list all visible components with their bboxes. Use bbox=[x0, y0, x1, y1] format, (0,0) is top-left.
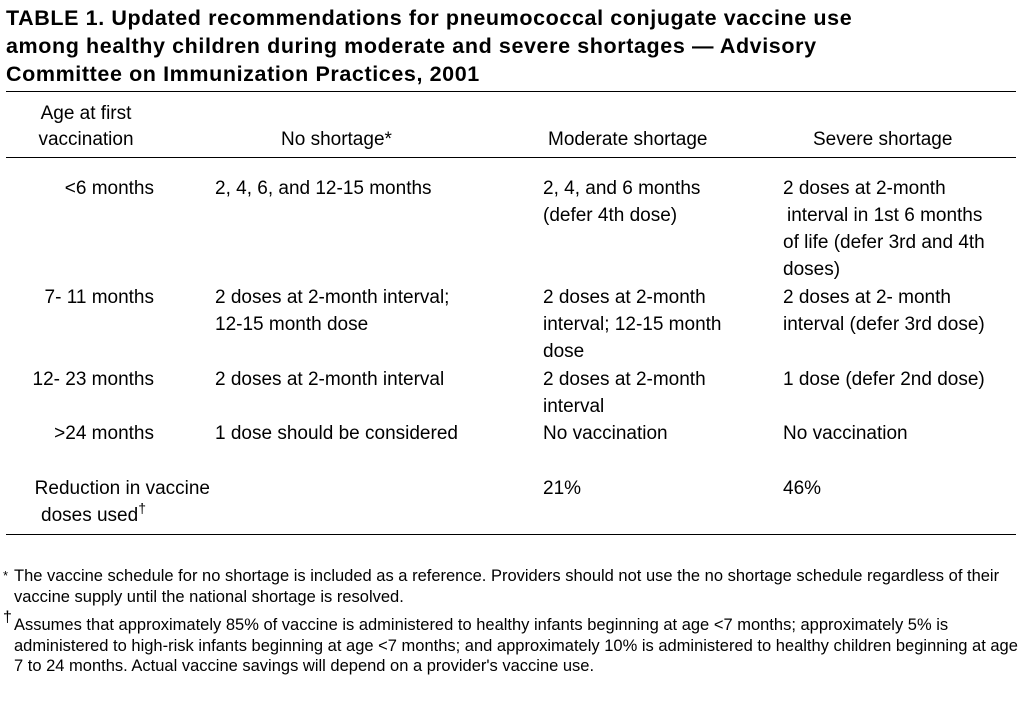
reduction-severe: 46% bbox=[783, 478, 822, 499]
footnote-star-text: The vaccine schedule for no shortage is included as a reference. Providers should not use the no shortage schedule regardless of their vaccine supply until the national shortage is resolved. bbox=[14, 567, 1000, 606]
header-rule bbox=[6, 157, 1016, 158]
title-line-3: Committee on Immunization Practices, 2001 bbox=[6, 62, 480, 86]
header-age bbox=[6, 101, 166, 153]
header-moderate: Moderate shortage bbox=[548, 129, 708, 150]
footnote-star-mark: * bbox=[3, 568, 9, 583]
row-1-moderate-line-2: (defer 4th dose) bbox=[543, 205, 678, 226]
row-1-no-shortage-line-1: 2, 4, 6, and 12-15 months bbox=[215, 178, 432, 199]
row-4-no-shortage bbox=[215, 420, 458, 447]
title-line-1: TABLE 1. Updated recommendations for pneumococcal conjugate vaccine use bbox=[6, 6, 853, 30]
row-2-moderate-line-1: 2 doses at 2-month bbox=[543, 287, 706, 308]
row-3-no-shortage-line-1: 2 doses at 2-month interval bbox=[215, 369, 445, 390]
header-severe: Severe shortage bbox=[813, 129, 953, 150]
row-2-moderate bbox=[543, 284, 722, 365]
reduction-label-line-2 bbox=[4, 502, 210, 530]
row-3-moderate bbox=[543, 366, 706, 420]
row-2-no-shortage-line-2: 12-15 month dose bbox=[215, 314, 369, 335]
row-4-moderate-line-1: No vaccination bbox=[543, 423, 668, 444]
bottom-rule bbox=[6, 534, 1016, 535]
row-1-moderate bbox=[543, 175, 700, 229]
table-title bbox=[6, 4, 1018, 88]
row-4-moderate bbox=[543, 420, 668, 447]
row-1-severe-line-2: interval in 1st 6 months bbox=[787, 205, 983, 226]
reduction-moderate: 21% bbox=[543, 478, 582, 499]
row-4-age: >24 months bbox=[54, 423, 154, 444]
top-rule bbox=[6, 91, 1016, 92]
row-3-moderate-line-1: 2 doses at 2-month bbox=[543, 369, 706, 390]
row-3-severe-line-1: 1 dose (defer 2nd dose) bbox=[783, 369, 985, 390]
row-3-age: 12- 23 months bbox=[32, 369, 154, 390]
row-2-severe bbox=[783, 284, 985, 338]
row-4-severe bbox=[783, 420, 908, 447]
row-4-severe-line-1: No vaccination bbox=[783, 423, 908, 444]
reduction-label-line-1: Reduction in vaccine bbox=[34, 478, 210, 499]
header-age-line-1: Age at first bbox=[40, 103, 132, 124]
row-2-severe-line-1: 2 doses at 2- month bbox=[783, 287, 951, 308]
reduction-label-text: doses used bbox=[41, 505, 139, 526]
header-no-shortage-mark: * bbox=[384, 129, 392, 150]
row-2-moderate-line-3: dose bbox=[543, 341, 585, 362]
row-2-no-shortage bbox=[215, 284, 449, 338]
title-line-2: among healthy children during moderate and severe shortages — Advisory bbox=[6, 34, 817, 58]
row-1-severe-line-4: doses) bbox=[783, 259, 841, 280]
row-1-severe-line-3: of life (defer 3rd and 4th bbox=[783, 232, 985, 253]
row-2-age: 7- 11 months bbox=[44, 287, 154, 308]
row-2-severe-line-2: interval (defer 3rd dose) bbox=[783, 314, 985, 335]
row-3-moderate-line-2: interval bbox=[543, 396, 605, 417]
footnote-dagger-text: Assumes that approximately 85% of vaccine is administered to healthy infants beginning at age <7 months; approximately 5% is administered to high-risk infants beginning at age <7 months; and approximately 10% is administered to healthy children beginning at age 7 to 24 months. Actual vaccine savings will depend on a provider's vaccine use. bbox=[14, 616, 1018, 675]
row-3-no-shortage bbox=[215, 366, 444, 393]
footnote-dagger-mark: † bbox=[3, 609, 12, 626]
row-2-no-shortage-line-1: 2 doses at 2-month interval; bbox=[215, 287, 450, 308]
row-1-age: <6 months bbox=[64, 178, 154, 199]
row-2-moderate-line-2: interval; 12-15 month bbox=[543, 314, 722, 335]
row-1-moderate-line-1: 2, 4, and 6 months bbox=[543, 178, 701, 199]
header-no-shortage-label: No shortage bbox=[281, 129, 385, 150]
row-1-severe bbox=[783, 175, 985, 283]
reduction-label bbox=[4, 475, 210, 530]
row-1-no-shortage bbox=[215, 175, 432, 202]
row-3-severe bbox=[783, 366, 985, 393]
header-age-line-2: vaccination bbox=[38, 129, 134, 150]
row-1-severe-line-1: 2 doses at 2-month bbox=[783, 178, 946, 199]
row-4-no-shortage-line-1: 1 dose should be considered bbox=[215, 423, 458, 444]
reduction-label-mark: † bbox=[138, 500, 146, 516]
header-no-shortage bbox=[281, 127, 392, 153]
